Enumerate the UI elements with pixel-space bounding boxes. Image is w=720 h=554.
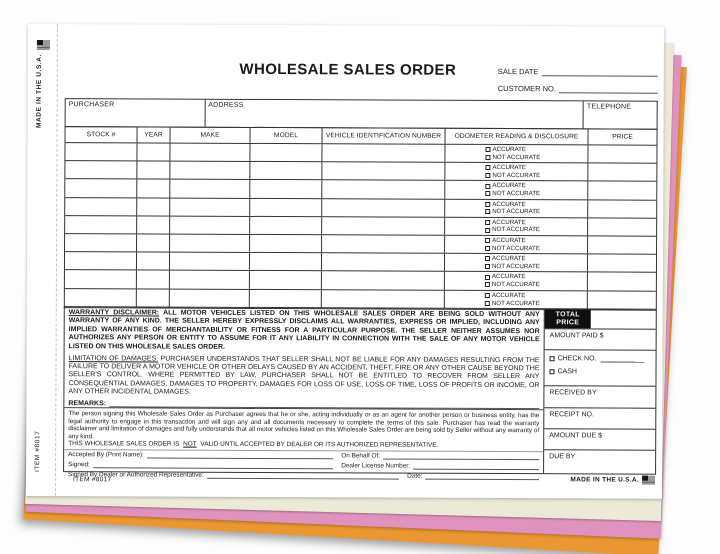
accurate-checkbox[interactable] <box>485 256 490 261</box>
accurate-label: ACCURATE <box>492 236 526 245</box>
accurate-checkbox[interactable] <box>485 293 490 298</box>
dealer-license-label: Dealer License Number: <box>341 461 411 470</box>
amount-paid-label: AMOUNT PAID $ <box>549 332 604 340</box>
make-cell[interactable] <box>170 144 250 162</box>
make-cell[interactable] <box>170 216 250 234</box>
address-label: ADDRESS <box>208 101 244 109</box>
date-group <box>407 471 539 480</box>
make-cell[interactable] <box>170 180 250 198</box>
odometer-header: ODOMETER READING & DISCLOSURE <box>446 129 589 145</box>
price-cell[interactable] <box>588 145 656 162</box>
customer-no-label: CUSTOMER NO. <box>497 83 556 94</box>
not-accurate-label: NOT ACCURATE <box>491 280 540 289</box>
not-accurate-checkbox[interactable] <box>485 173 490 178</box>
price-cell[interactable] <box>588 291 656 309</box>
model-cell[interactable] <box>250 253 322 271</box>
price-cell[interactable] <box>588 236 656 253</box>
customer-no-row <box>498 84 658 94</box>
model-cell[interactable] <box>250 271 322 289</box>
vin-cell[interactable] <box>322 199 445 217</box>
total-price-line2: PRICE <box>556 318 580 326</box>
odometer-cell <box>445 218 588 236</box>
price-cell[interactable] <box>588 218 656 235</box>
received-by-field[interactable] <box>544 386 655 408</box>
check-checkbox[interactable] <box>550 356 555 361</box>
accurate-label: ACCURATE <box>492 182 526 190</box>
price-cell[interactable] <box>588 200 656 217</box>
signed-label: Signed: <box>68 460 90 468</box>
odometer-cell <box>445 181 588 199</box>
odometer-options <box>485 164 547 179</box>
receipt-no-field[interactable] <box>544 408 655 429</box>
accurate-label: ACCURATE <box>491 273 526 281</box>
accurate-label: ACCURATE <box>492 164 526 172</box>
remarks-label: REMARKS: <box>68 400 107 408</box>
not-accurate-option <box>485 263 547 271</box>
limitation-of-damages <box>68 355 539 398</box>
not-accurate-option <box>485 208 547 216</box>
check-cash-row <box>544 350 655 386</box>
purchaser-field[interactable] <box>66 99 206 127</box>
dealer-license-group <box>341 461 539 470</box>
cash-checkbox[interactable] <box>550 369 555 374</box>
item-number-footer: ITEM #8017 <box>73 476 112 484</box>
model-cell[interactable] <box>250 162 322 180</box>
stock-cell[interactable] <box>65 252 137 270</box>
odometer-options <box>485 219 547 234</box>
not-accurate-checkbox[interactable] <box>485 301 490 306</box>
not-accurate-label: NOT ACCURATE <box>492 244 540 252</box>
odometer-options <box>485 182 547 197</box>
accurate-checkbox[interactable] <box>485 238 490 243</box>
stock-cell[interactable] <box>65 143 137 161</box>
total-price-box <box>545 309 591 328</box>
accurate-label: ACCURATE <box>492 200 526 208</box>
cash-label: CASH <box>557 368 577 376</box>
vehicle-rows <box>65 143 657 309</box>
not-accurate-checkbox[interactable] <box>485 246 490 251</box>
purchaser-label: PURCHASER <box>68 101 115 109</box>
odometer-cell <box>445 163 588 181</box>
check-no-label: CHECK NO. <box>557 355 597 363</box>
received-by-label: RECEIVED BY <box>549 389 597 397</box>
vin-cell[interactable] <box>322 272 445 290</box>
wholesale-sales-order-form <box>26 24 664 499</box>
not-accurate-label: NOT ACCURATE <box>492 189 541 198</box>
dealer-rep-label: Signed By Dealer or Authorized Representative: <box>68 470 204 479</box>
accurate-checkbox[interactable] <box>485 202 490 207</box>
accurate-checkbox[interactable] <box>485 220 490 225</box>
on-behalf-group <box>341 451 539 460</box>
not-accurate-label: NOT ACCURATE <box>492 171 541 179</box>
telephone-label: TELEPHONE <box>586 103 632 111</box>
not-accurate-label: NOT ACCURATE <box>491 299 540 307</box>
total-price-field[interactable] <box>591 309 656 328</box>
accurate-checkbox[interactable] <box>485 184 490 189</box>
odometer-options <box>485 237 547 252</box>
not-accurate-checkbox[interactable] <box>485 209 490 214</box>
stock-cell[interactable] <box>65 216 137 234</box>
price-header: PRICE <box>612 133 633 141</box>
vin-cell[interactable] <box>322 162 445 180</box>
signed-field[interactable] <box>93 460 334 469</box>
accurate-label: ACCURATE <box>491 291 526 300</box>
odometer-cell <box>445 145 588 163</box>
make-cell[interactable] <box>170 198 250 216</box>
receipt-no-label: RECEIPT NO. <box>549 411 594 419</box>
model-header: MODEL <box>251 128 323 143</box>
not-accurate-option <box>485 190 547 198</box>
not-accurate-option <box>485 281 547 289</box>
stock-cell[interactable] <box>65 289 137 308</box>
make-header: MAKE <box>171 128 251 143</box>
accurate-label: ACCURATE <box>492 145 527 154</box>
make-cell[interactable] <box>170 289 250 308</box>
warranty-heading: WARRANTY DISCLAIMER: <box>68 309 160 317</box>
price-cell[interactable] <box>588 273 656 290</box>
accurate-checkbox[interactable] <box>485 275 490 280</box>
warranty-disclaimer <box>69 309 540 353</box>
limitation-heading: LIMITATION OF DAMAGES: <box>68 355 159 363</box>
cash-line <box>549 368 655 375</box>
price-cell[interactable] <box>588 182 656 199</box>
total-price-row <box>545 309 656 329</box>
model-cell[interactable] <box>250 144 322 162</box>
odometer-cell <box>445 290 588 309</box>
stock-cell[interactable] <box>65 270 137 288</box>
dealer-rep-group <box>68 470 407 479</box>
warranty-body: ALL MOTOR VEHICLES LISTED ON THIS WHOLESALE SALES ORDER ARE BEING SOLD WITHOUT ANY WARRANTY OF ANY KIND. THE SELLER HEREBY EXPRESSLY DISCLAIMS ALL WARRANTIES, EXPRESS OR IMPLIED, INCLUDING ANY IMPLIED WARRANTIES OF MERCHANTABILITY OR FITNESS FOR A PARTICULAR PURPOSE. THE SELLER NEITHER ASSUMES NOR AUTHORIZES ANY PERSON OR ENTITY TO ASSUME FOR IT ANY LIABILITY IN CONNECTION WITH THE SALE OF ANY MOTOR VEHICLE LISTED ON THIS WHOLESALE SALES ORDER. <box>68 309 540 351</box>
stock-cell[interactable] <box>65 161 137 179</box>
make-cell[interactable] <box>170 253 250 271</box>
check-no-field[interactable] <box>600 355 644 362</box>
year-cell[interactable] <box>137 271 170 288</box>
year-cell[interactable] <box>137 216 170 233</box>
not-accurate-checkbox[interactable] <box>485 282 490 287</box>
signature-section <box>64 450 543 482</box>
accurate-checkbox[interactable] <box>485 147 490 152</box>
accepted-by-group <box>68 450 341 459</box>
price-cell[interactable] <box>588 255 656 272</box>
valid-suffix: VALID UNTIL ACCEPTED BY DEALER OR ITS AUTHORIZED REPRESENTATIVE. <box>200 440 439 449</box>
vin-cell[interactable] <box>322 235 445 253</box>
amount-due-label: AMOUNT DUE $ <box>549 432 603 440</box>
dealer-license-field[interactable] <box>413 461 539 470</box>
odometer-cell <box>445 254 588 272</box>
year-cell[interactable] <box>137 143 170 160</box>
not-accurate-option <box>485 300 547 308</box>
year-header: YEAR <box>138 127 171 142</box>
price-cell[interactable] <box>588 164 656 181</box>
amount-due-field[interactable] <box>544 429 655 450</box>
accepted-by-field[interactable] <box>147 450 334 459</box>
dealer-rep-field[interactable] <box>207 470 399 479</box>
not-accurate-option <box>485 172 547 180</box>
not-accurate-label: NOT ACCURATE <box>491 262 540 270</box>
accurate-label: ACCURATE <box>492 218 526 226</box>
on-behalf-label: On Behalf Of: <box>341 451 381 460</box>
signed-group <box>68 460 341 469</box>
perforation-line <box>55 24 58 496</box>
stock-header: STOCK # <box>66 127 138 142</box>
model-cell[interactable] <box>250 198 322 216</box>
model-cell[interactable] <box>250 217 322 235</box>
made-in-usa-footer-label: MADE IN THE U.S.A. <box>570 476 640 484</box>
vin-header: VEHICLE IDENTIFICATION NUMBER <box>323 128 446 144</box>
sale-date-label: SALE DATE <box>497 66 539 77</box>
make-cell[interactable] <box>170 162 250 180</box>
vin-cell[interactable] <box>322 144 445 162</box>
year-cell[interactable] <box>137 180 170 197</box>
sale-date-field[interactable] <box>542 68 658 77</box>
amount-paid-field[interactable] <box>545 329 656 350</box>
address-field[interactable] <box>205 100 584 129</box>
accurate-checkbox[interactable] <box>485 165 490 170</box>
made-in-usa-footer <box>570 475 655 484</box>
due-by-label: DUE BY <box>549 453 576 461</box>
valid-prefix: THIS WHOLESALE SALES ORDER IS <box>68 440 180 448</box>
vehicle-table <box>64 126 658 310</box>
us-flag-icon <box>642 476 655 485</box>
limitation-body: PURCHASER UNDERSTANDS THAT SELLER SHALL NOT BE LIABLE FOR ANY DAMAGES RESULTING FROM THE FAILURE TO DELIVER A MOTOR VEHICLE OR OTHER DELAYS CAUSED BY AN ACCIDENT, THEFT, FIRE OR ANY OTHER CAUSE BEYOND THE SELLER'S CONTROL. WHERE PERMITTED BY LAW, PURCHASER SHALL NOT BE ENTITLED TO RECOVER FROM SELLER ANY CONSEQUENTIAL DAMAGES, DAMAGES TO PROPERTY, DAMAGES FOR LOSS OF USE, LOSS OF TIME, LOSS OF PROFITS OR INCOME, OR ANY OTHER INCIDENTAL DAMAGES. <box>68 355 540 396</box>
vin-cell[interactable] <box>322 217 445 235</box>
make-cell[interactable] <box>170 235 250 253</box>
not-accurate-checkbox[interactable] <box>485 228 490 233</box>
vin-cell[interactable] <box>322 181 445 199</box>
stock-cell[interactable] <box>65 198 137 216</box>
dealer-rep-row <box>64 470 543 482</box>
date-label: Date: <box>407 472 423 480</box>
us-flag-icon <box>37 40 50 50</box>
made-in-usa-left-label: MADE IN THE U.S.A. <box>35 53 43 129</box>
year-cell[interactable] <box>137 253 170 270</box>
odometer-options <box>485 273 547 288</box>
valid-not: NOT <box>183 440 197 448</box>
odometer-options <box>485 292 547 307</box>
stock-cell[interactable] <box>65 179 137 197</box>
not-accurate-label: NOT ACCURATE <box>492 226 541 234</box>
not-accurate-checkbox[interactable] <box>485 155 490 160</box>
accurate-label: ACCURATE <box>491 255 526 263</box>
stock-cell[interactable] <box>65 234 137 252</box>
item-number-left-label: ITEM #8017 <box>34 430 42 473</box>
make-cell[interactable] <box>170 271 250 289</box>
not-accurate-label: NOT ACCURATE <box>492 153 541 161</box>
model-cell[interactable] <box>250 235 322 253</box>
year-cell[interactable] <box>137 162 170 179</box>
total-price-line1: TOTAL <box>555 310 580 318</box>
vin-cell[interactable] <box>322 290 445 309</box>
odometer-options <box>485 255 547 270</box>
payment-column <box>544 309 656 473</box>
not-accurate-option <box>485 154 547 162</box>
odometer-options <box>485 146 547 161</box>
odometer-options <box>485 201 547 216</box>
year-cell[interactable] <box>137 234 170 251</box>
not-accurate-option <box>485 226 547 234</box>
not-accurate-option <box>485 244 547 252</box>
odometer-cell <box>445 199 588 217</box>
check-no-line <box>550 355 656 362</box>
not-accurate-label: NOT ACCURATE <box>492 208 541 216</box>
sale-date-row <box>498 67 658 77</box>
date-field[interactable] <box>425 471 539 479</box>
due-by-field[interactable] <box>544 450 655 473</box>
vin-cell[interactable] <box>322 253 445 271</box>
accepted-by-label: Accepted By (Print Name): <box>68 450 144 459</box>
not-accurate-checkbox[interactable] <box>485 191 490 196</box>
year-cell[interactable] <box>137 289 170 307</box>
year-cell[interactable] <box>137 198 170 215</box>
on-behalf-field[interactable] <box>383 451 539 460</box>
agreement-body: The person signing this Wholesale Sales Order as Purchaser agrees that he or she, acting individually or as an agent for another person or business entity, has the legal authority to engage in this transaction and will sign any and all documents necessary to complete the terms of this sale. Purchaser has read the warranty disclaimer and limitation of damages and fully understands that all motor vehicles listed on this Wholesale Sales Order are being sold by Seller without any warranty of any kind. <box>68 410 540 440</box>
purchaser-agreement <box>64 407 543 452</box>
odometer-cell <box>445 236 588 254</box>
form-title: WHOLESALE SALES ORDER <box>239 60 457 79</box>
telephone-field[interactable] <box>584 101 657 128</box>
purchaser-table <box>65 98 658 130</box>
model-cell[interactable] <box>250 289 322 308</box>
model-cell[interactable] <box>250 180 322 198</box>
odometer-cell <box>445 272 588 290</box>
customer-no-field[interactable] <box>559 85 658 93</box>
not-accurate-checkbox[interactable] <box>485 264 490 269</box>
